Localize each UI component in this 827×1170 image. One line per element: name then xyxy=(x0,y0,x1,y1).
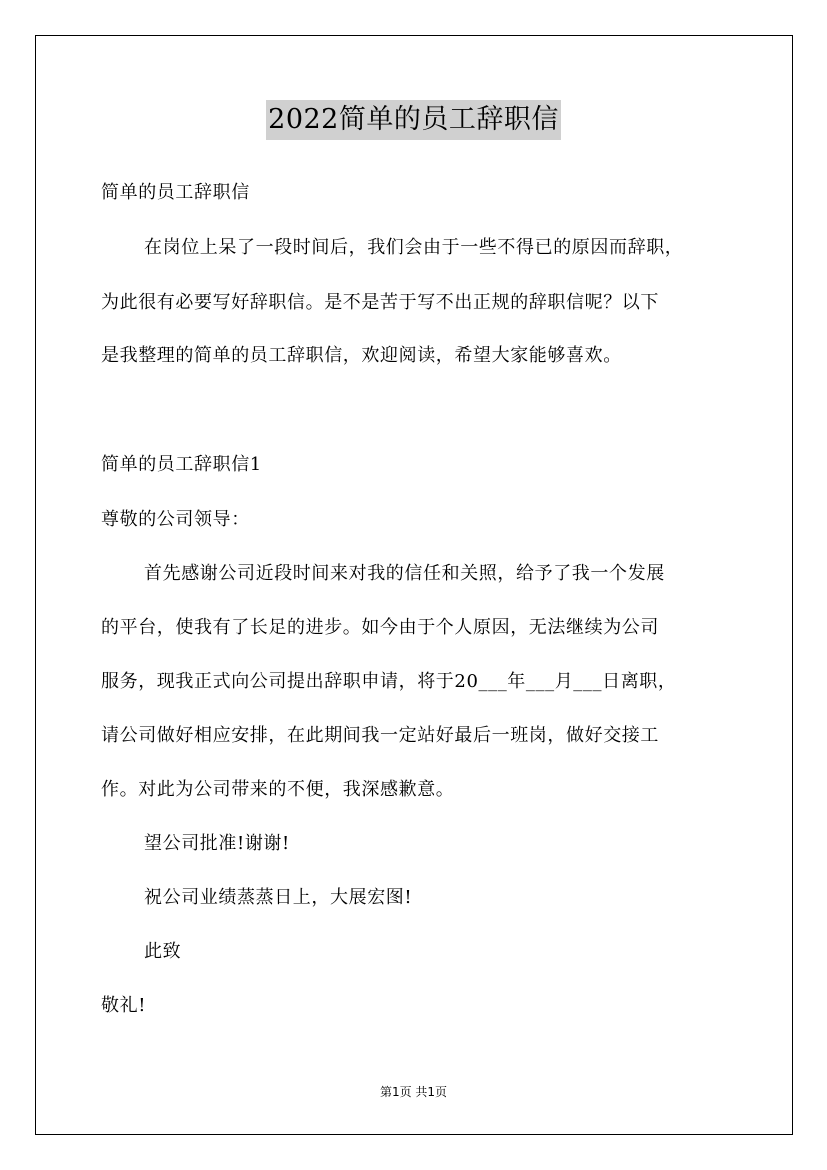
body-line-4: 请公司做好相应安排，在此期间我一定站好最后一班岗，做好交接工 xyxy=(101,725,659,746)
page-footer: 第1页 共1页 xyxy=(379,1085,448,1099)
intro-line-1: 在岗位上呆了一段时间后，我们会由于一些不得已的原因而辞职， xyxy=(144,237,684,258)
intro-line-2: 为此很有必要写好辞职信。是不是苦于写不出正规的辞职信呢？以下 xyxy=(101,292,659,313)
title-container xyxy=(0,100,827,140)
regards: 敬礼! xyxy=(101,995,147,1016)
closing-line-3: 此致 xyxy=(144,941,182,962)
closing-line-2: 祝公司业绩蒸蒸日上，大展宏图! xyxy=(144,887,413,908)
section-heading: 简单的员工辞职信1 xyxy=(101,454,262,475)
document-subtitle: 简单的员工辞职信 xyxy=(101,182,250,203)
body-line-2: 的平台，使我有了长足的进步。如今由于个人原因，无法继续为公司 xyxy=(101,617,659,638)
body-line-3: 服务，现我正式向公司提出辞职申请，将于20___年___月___日离职， xyxy=(101,671,677,692)
document-title: 2022简单的员工辞职信 xyxy=(266,100,561,140)
intro-line-3: 是我整理的简单的员工辞职信，欢迎阅读，希望大家能够喜欢。 xyxy=(101,345,622,366)
salutation: 尊敬的公司领导： xyxy=(101,509,250,530)
body-line-5: 作。对此为公司带来的不便，我深感歉意。 xyxy=(101,779,455,800)
closing-line-1: 望公司批准!谢谢! xyxy=(144,833,290,854)
body-line-1: 首先感谢公司近段时间来对我的信任和关照，给予了我一个发展 xyxy=(144,563,665,584)
